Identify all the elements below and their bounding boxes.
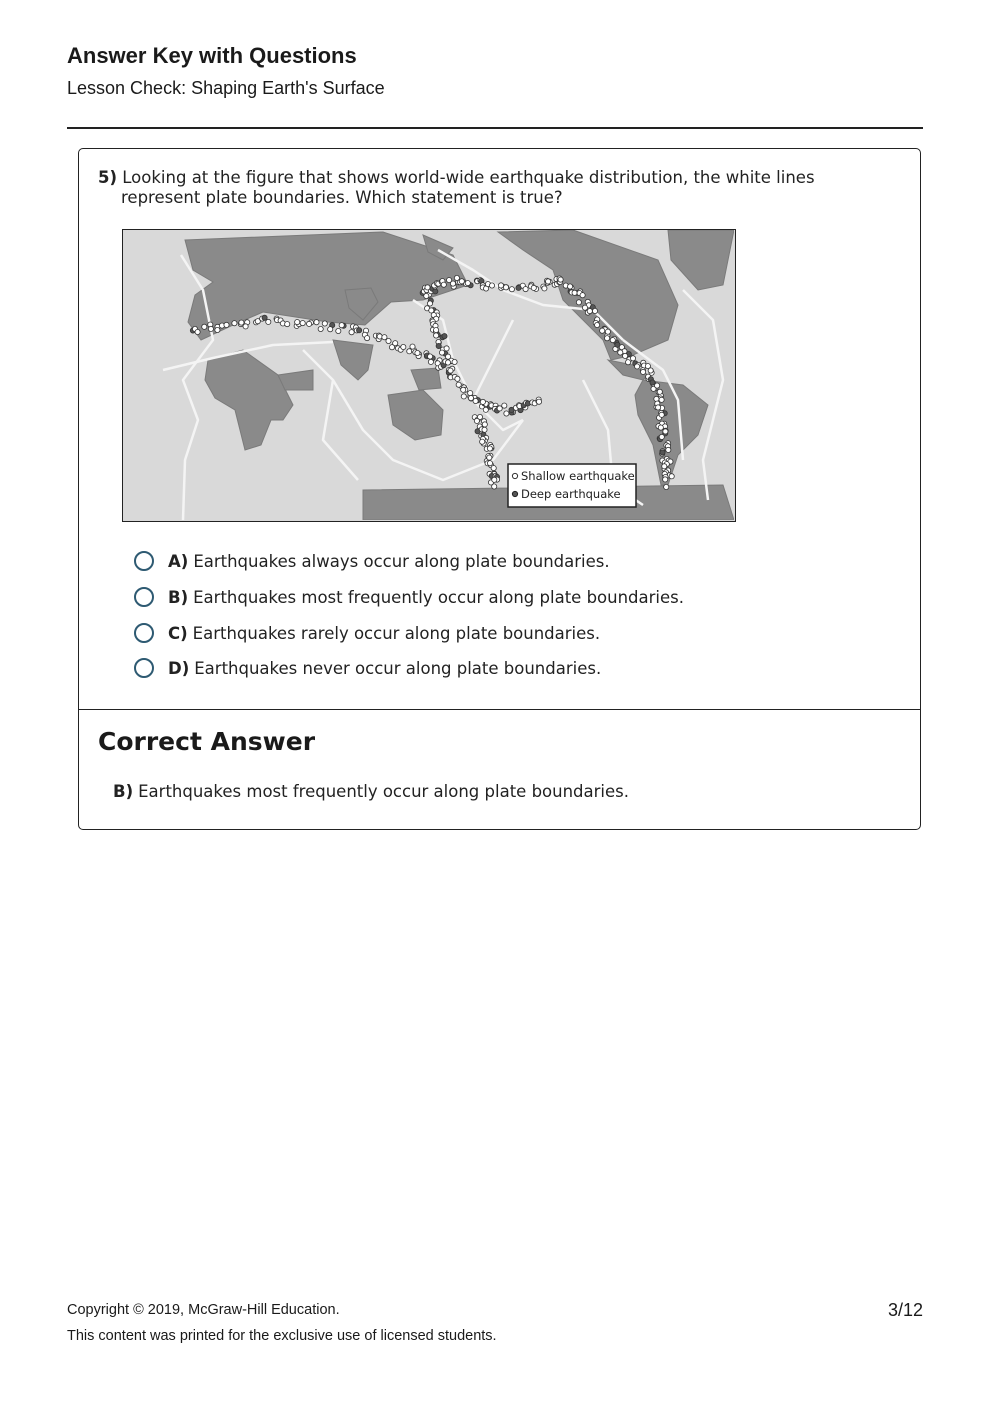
shallow-earthquake-dot xyxy=(531,285,536,290)
shallow-earthquake-dot xyxy=(474,418,479,423)
deep-earthquake-dot xyxy=(650,380,655,385)
option-b-text: Earthquakes most frequently occur along plate boundaries. xyxy=(193,587,684,607)
option-a-letter: A) xyxy=(168,551,189,571)
option-d[interactable] xyxy=(134,656,601,680)
shallow-earthquake-dot xyxy=(461,394,466,399)
shallow-earthquake-dot xyxy=(487,461,492,466)
footer-copyright: Copyright © 2019, McGraw-Hill Education. xyxy=(67,1302,340,1318)
deep-earthquake-dot xyxy=(357,328,362,333)
option-b-letter: B) xyxy=(168,587,189,607)
option-c[interactable] xyxy=(134,621,600,645)
shallow-earthquake-dot xyxy=(239,320,244,325)
deep-earthquake-dot xyxy=(433,289,438,294)
shallow-earthquake-dot xyxy=(492,477,497,482)
shallow-earthquake-dot xyxy=(648,368,653,373)
shallow-earthquake-dot xyxy=(542,286,547,291)
shallow-earthquake-dot xyxy=(382,335,387,340)
option-d-text: Earthquakes never occur along plate boundaries. xyxy=(194,658,602,678)
shallow-earthquake-dot xyxy=(605,336,610,341)
shallow-earthquake-dot xyxy=(389,345,394,350)
shallow-earthquake-dot xyxy=(587,309,592,314)
earthquake-map-figure xyxy=(122,229,736,522)
shallow-earthquake-dot xyxy=(618,350,623,355)
shallow-earthquake-dot xyxy=(461,387,466,392)
shallow-earthquake-dot xyxy=(434,328,439,333)
shallow-earthquake-dot xyxy=(504,411,509,416)
map-legend xyxy=(508,464,636,507)
shallow-earthquake-dot xyxy=(415,350,420,355)
shallow-earthquake-dot xyxy=(195,329,200,334)
shallow-earthquake-dot xyxy=(482,427,487,432)
shallow-earthquake-dot xyxy=(266,319,271,324)
shallow-earthquake-dot xyxy=(656,405,661,410)
shallow-earthquake-dot xyxy=(523,287,528,292)
deep-earthquake-label: Deep earthquake xyxy=(521,487,621,501)
shallow-earthquake-dot xyxy=(456,382,461,387)
shallow-earthquake-dot xyxy=(655,383,660,388)
question-prompt xyxy=(98,168,891,208)
shallow-earthquake-dot xyxy=(295,320,300,325)
shallow-earthquake-dot xyxy=(452,359,457,364)
deep-earthquake-dot xyxy=(660,450,665,455)
option-a-text: Earthquakes always occur along plate boundaries. xyxy=(193,551,610,571)
shallow-earthquake-dot xyxy=(300,321,305,326)
shallow-earthquake-dot xyxy=(434,333,439,338)
shallow-earthquake-dot xyxy=(492,484,497,489)
shallow-earthquake-dot xyxy=(663,477,668,482)
deep-earthquake-dot xyxy=(516,285,521,290)
shallow-earthquake-dot xyxy=(626,360,631,365)
shallow-earthquake-dot xyxy=(657,389,662,394)
shallow-earthquake-label: Shallow earthquake xyxy=(521,469,635,483)
shallow-earthquake-dot xyxy=(576,300,581,305)
shallow-earthquake-dot xyxy=(424,293,429,298)
shallow-earthquake-dot xyxy=(659,412,664,417)
document-title: Answer Key with Questions xyxy=(67,43,357,68)
shallow-earthquake-dot xyxy=(546,279,551,284)
shallow-earthquake-dot xyxy=(635,364,640,369)
shallow-earthquake-dot xyxy=(558,277,563,282)
question-number: 5) xyxy=(98,168,118,187)
option-c-letter: C) xyxy=(168,623,188,643)
shallow-earthquake-dot xyxy=(498,283,503,288)
shallow-earthquake-dot xyxy=(487,446,492,451)
shallow-earthquake-dot xyxy=(669,474,674,479)
option-b[interactable] xyxy=(134,585,684,609)
shallow-earthquake-dot xyxy=(322,321,327,326)
shallow-earthquake-dot xyxy=(658,425,663,430)
shallow-earthquake-dot xyxy=(580,293,585,298)
shallow-earthquake-dot xyxy=(439,350,444,355)
shallow-earthquake-dot xyxy=(224,322,229,327)
shallow-earthquake-dot xyxy=(641,369,646,374)
question-text: Looking at the figure that shows world-wide earthquake distribution, the white lines represent plate boundaries. Which statement is true? xyxy=(121,168,815,207)
shallow-earthquake-dot xyxy=(386,338,391,343)
answer-divider xyxy=(79,709,920,710)
shallow-earthquake-dot xyxy=(445,360,450,365)
shallow-earthquake-dot xyxy=(509,287,514,292)
shallow-earthquake-dot xyxy=(468,391,473,396)
shallow-earthquake-dot xyxy=(450,281,455,286)
shallow-earthquake-dot xyxy=(243,324,248,329)
shallow-earthquake-dot xyxy=(568,284,573,289)
shallow-earthquake-dot xyxy=(610,338,615,343)
shallow-earthquake-dot xyxy=(365,336,370,341)
shallow-earthquake-dot xyxy=(480,399,485,404)
shallow-earthquake-dot xyxy=(427,301,432,306)
shallow-earthquake-dot xyxy=(314,320,319,325)
shallow-earthquake-dot xyxy=(232,321,237,326)
shallow-earthquake-dot xyxy=(455,376,460,381)
shallow-earthquake-dot xyxy=(465,281,470,286)
shallow-earthquake-dot xyxy=(503,285,508,290)
shallow-earthquake-dot xyxy=(491,466,496,471)
shallow-earthquake-dot xyxy=(328,327,333,332)
option-a-radio[interactable] xyxy=(134,551,154,571)
option-c-text: Earthquakes rarely occur along plate boundaries. xyxy=(192,623,601,643)
option-c-radio[interactable] xyxy=(134,623,154,643)
option-d-letter: D) xyxy=(168,658,190,678)
shallow-earthquake-dot xyxy=(349,330,354,335)
shallow-earthquake-dot xyxy=(572,290,577,295)
question-card xyxy=(78,148,921,830)
shallow-earthquake-dot xyxy=(662,464,667,469)
option-b-radio[interactable] xyxy=(134,587,154,607)
shallow-earthquake-dot xyxy=(441,282,446,287)
shallow-earthquake-dot xyxy=(666,447,671,452)
correct-answer xyxy=(113,782,629,801)
shallow-earthquake-dot xyxy=(605,329,610,334)
shallow-earthquake-dot xyxy=(502,403,507,408)
shallow-earthquake-dot xyxy=(482,422,487,427)
shallow-earthquake-dot xyxy=(664,484,669,489)
deep-earthquake-dot xyxy=(262,315,267,320)
option-a[interactable] xyxy=(134,549,610,573)
shallow-earthquake-dot xyxy=(600,328,605,333)
earthquake-map xyxy=(123,230,734,520)
shallow-earthquake-legend-marker xyxy=(512,473,517,478)
shallow-earthquake-dot xyxy=(487,455,492,460)
shallow-earthquake-dot xyxy=(202,324,207,329)
shallow-earthquake-dot xyxy=(659,397,664,402)
shallow-earthquake-dot xyxy=(318,326,323,331)
shallow-earthquake-dot xyxy=(215,327,220,332)
shallow-earthquake-dot xyxy=(336,328,341,333)
shallow-earthquake-dot xyxy=(307,321,312,326)
shallow-earthquake-dot xyxy=(444,346,449,351)
shallow-earthquake-dot xyxy=(410,344,415,349)
shallow-earthquake-dot xyxy=(663,429,668,434)
page-number: 3/12 xyxy=(887,1300,923,1320)
deep-earthquake-dot xyxy=(442,334,447,339)
shallow-earthquake-dot xyxy=(582,305,587,310)
shallow-earthquake-dot xyxy=(630,356,635,361)
shallow-earthquake-dot xyxy=(428,359,433,364)
header-divider xyxy=(67,127,923,129)
shallow-earthquake-dot xyxy=(339,323,344,328)
footer-license: This content was printed for the exclusive use of licensed students. xyxy=(67,1328,497,1344)
deep-earthquake-dot xyxy=(436,343,441,348)
shallow-earthquake-dot xyxy=(654,396,659,401)
shallow-earthquake-dot xyxy=(401,344,406,349)
shallow-earthquake-dot xyxy=(592,308,597,313)
shallow-earthquake-dot xyxy=(473,398,478,403)
shallow-earthquake-dot xyxy=(480,439,485,444)
shallow-earthquake-dot xyxy=(285,322,290,327)
correct-answer-text: Earthquakes most frequently occur along plate boundaries. xyxy=(138,782,629,801)
shallow-earthquake-dot xyxy=(448,368,453,373)
document-subtitle: Lesson Check: Shaping Earth's Surface xyxy=(67,78,385,98)
correct-answer-letter: B) xyxy=(113,782,134,801)
shallow-earthquake-dot xyxy=(659,434,664,439)
shallow-earthquake-dot xyxy=(623,353,628,358)
deep-earthquake-legend-marker xyxy=(512,491,517,496)
shallow-earthquake-dot xyxy=(489,283,494,288)
option-d-radio[interactable] xyxy=(134,658,154,678)
shallow-earthquake-dot xyxy=(595,322,600,327)
correct-answer-heading: Correct Answer xyxy=(98,727,316,756)
shallow-earthquake-dot xyxy=(208,326,213,331)
shallow-earthquake-dot xyxy=(536,399,541,404)
shallow-earthquake-dot xyxy=(428,354,433,359)
